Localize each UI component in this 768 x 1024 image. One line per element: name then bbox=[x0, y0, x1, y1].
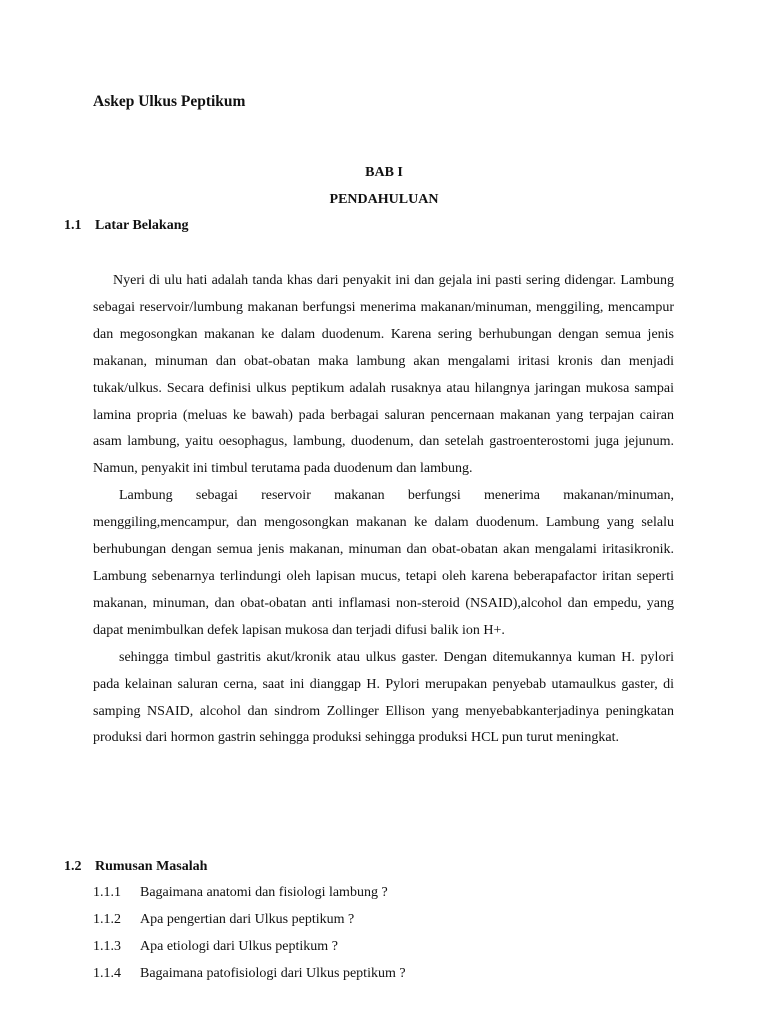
list-item-number: 1.1.1 bbox=[93, 885, 121, 900]
section-body-latar-belakang bbox=[93, 268, 674, 752]
paragraph: sehingga timbul gastritis akut/kronik atau ulkus gaster. Dengan ditemukannya kuman H. pylori pada kelainan saluran cerna, saat ini dianggap H. Pylori merupakan penyebab utamaulkus gaster, di samping NSAID, alcohol dan sindrom Zollinger Ellison yang menyebabkanterjadinya peningkatan produksi dari hormon gastrin sehingga produksi sehingga produksi HCL pun turut meningkat. bbox=[93, 649, 674, 746]
problem-list bbox=[93, 879, 406, 987]
section-heading-latar-belakang bbox=[64, 218, 188, 234]
document-title: Askep Ulkus Peptikum bbox=[93, 93, 246, 110]
chapter-title: PENDAHULUAN bbox=[329, 192, 439, 207]
list-item-text: Apa pengertian dari Ulkus peptikum ? bbox=[140, 912, 355, 927]
chapter-label: BAB I bbox=[365, 165, 403, 180]
paragraph: Nyeri di ulu hati adalah tanda khas dari penyakit ini dan gejala ini pasti sering didengar. Lambung sebagai reservoir/lumbung makanan berfungsi menerima makanan/minuman, menggiling, mencampur dan megosongkan makanan ke dalam duodenum. Karena sering berhubungan dengan semua jenis makanan, minuman dan obat-obatan maka lambung akan mengalami iritasi kronis dan menjadi tukak/ulkus. Secara definisi ulkus peptikum adalah rusaknya atau hilangnya jaringan mukosa sampai lamina propria (meluas ke bawah) pada berbagai saluran pencernaan makanan yang terpajan cairan asam lambung, yaitu oesophagus, lambung, duodenum, dan setelah gastroenterostomi juga jejunum. Namun, penyakit ini timbul terutama pada duodenum dan lambung. bbox=[93, 273, 674, 477]
list-item-number: 1.1.2 bbox=[93, 912, 121, 927]
list-item-text: Bagaimana patofisiologi dari Ulkus peptikum ? bbox=[140, 966, 406, 981]
paragraph: Lambung sebagai reservoir makanan berfungsi menerima makanan/minuman, menggiling,mencampur, dan mengosongkan makanan ke dalam duodenum. Lambung yang selalu berhubungan dengan semua jenis makanan, minuman dan obat-obatan akan mengalami iritasikronik. Lambung sebenarnya terlindungi oleh lapisan mucus, tetapi oleh karena beberapafactor iritan seperti makanan, minuman, dan obat-obatan anti inflamasi non-steroid (NSAID),alcohol dan empedu, yang dapat menimbulkan defek lapisan mukosa dan terjadi difusi balik ion H+. bbox=[93, 488, 674, 638]
list-item-number: 1.1.4 bbox=[93, 966, 121, 981]
section-number: 1.2 bbox=[64, 859, 82, 874]
list-item-number: 1.1.3 bbox=[93, 939, 121, 954]
list-item-text: Apa etiologi dari Ulkus peptikum ? bbox=[140, 939, 338, 954]
list-item bbox=[93, 879, 406, 906]
list-item bbox=[93, 906, 406, 933]
list-item-text: Bagaimana anatomi dan fisiologi lambung ? bbox=[140, 885, 388, 900]
section-title: Rumusan Masalah bbox=[95, 859, 208, 874]
list-item bbox=[93, 933, 406, 960]
list-item bbox=[93, 960, 406, 987]
section-title: Latar Belakang bbox=[95, 218, 189, 233]
section-number: 1.1 bbox=[64, 218, 82, 233]
section-heading-rumusan-masalah bbox=[64, 859, 207, 875]
